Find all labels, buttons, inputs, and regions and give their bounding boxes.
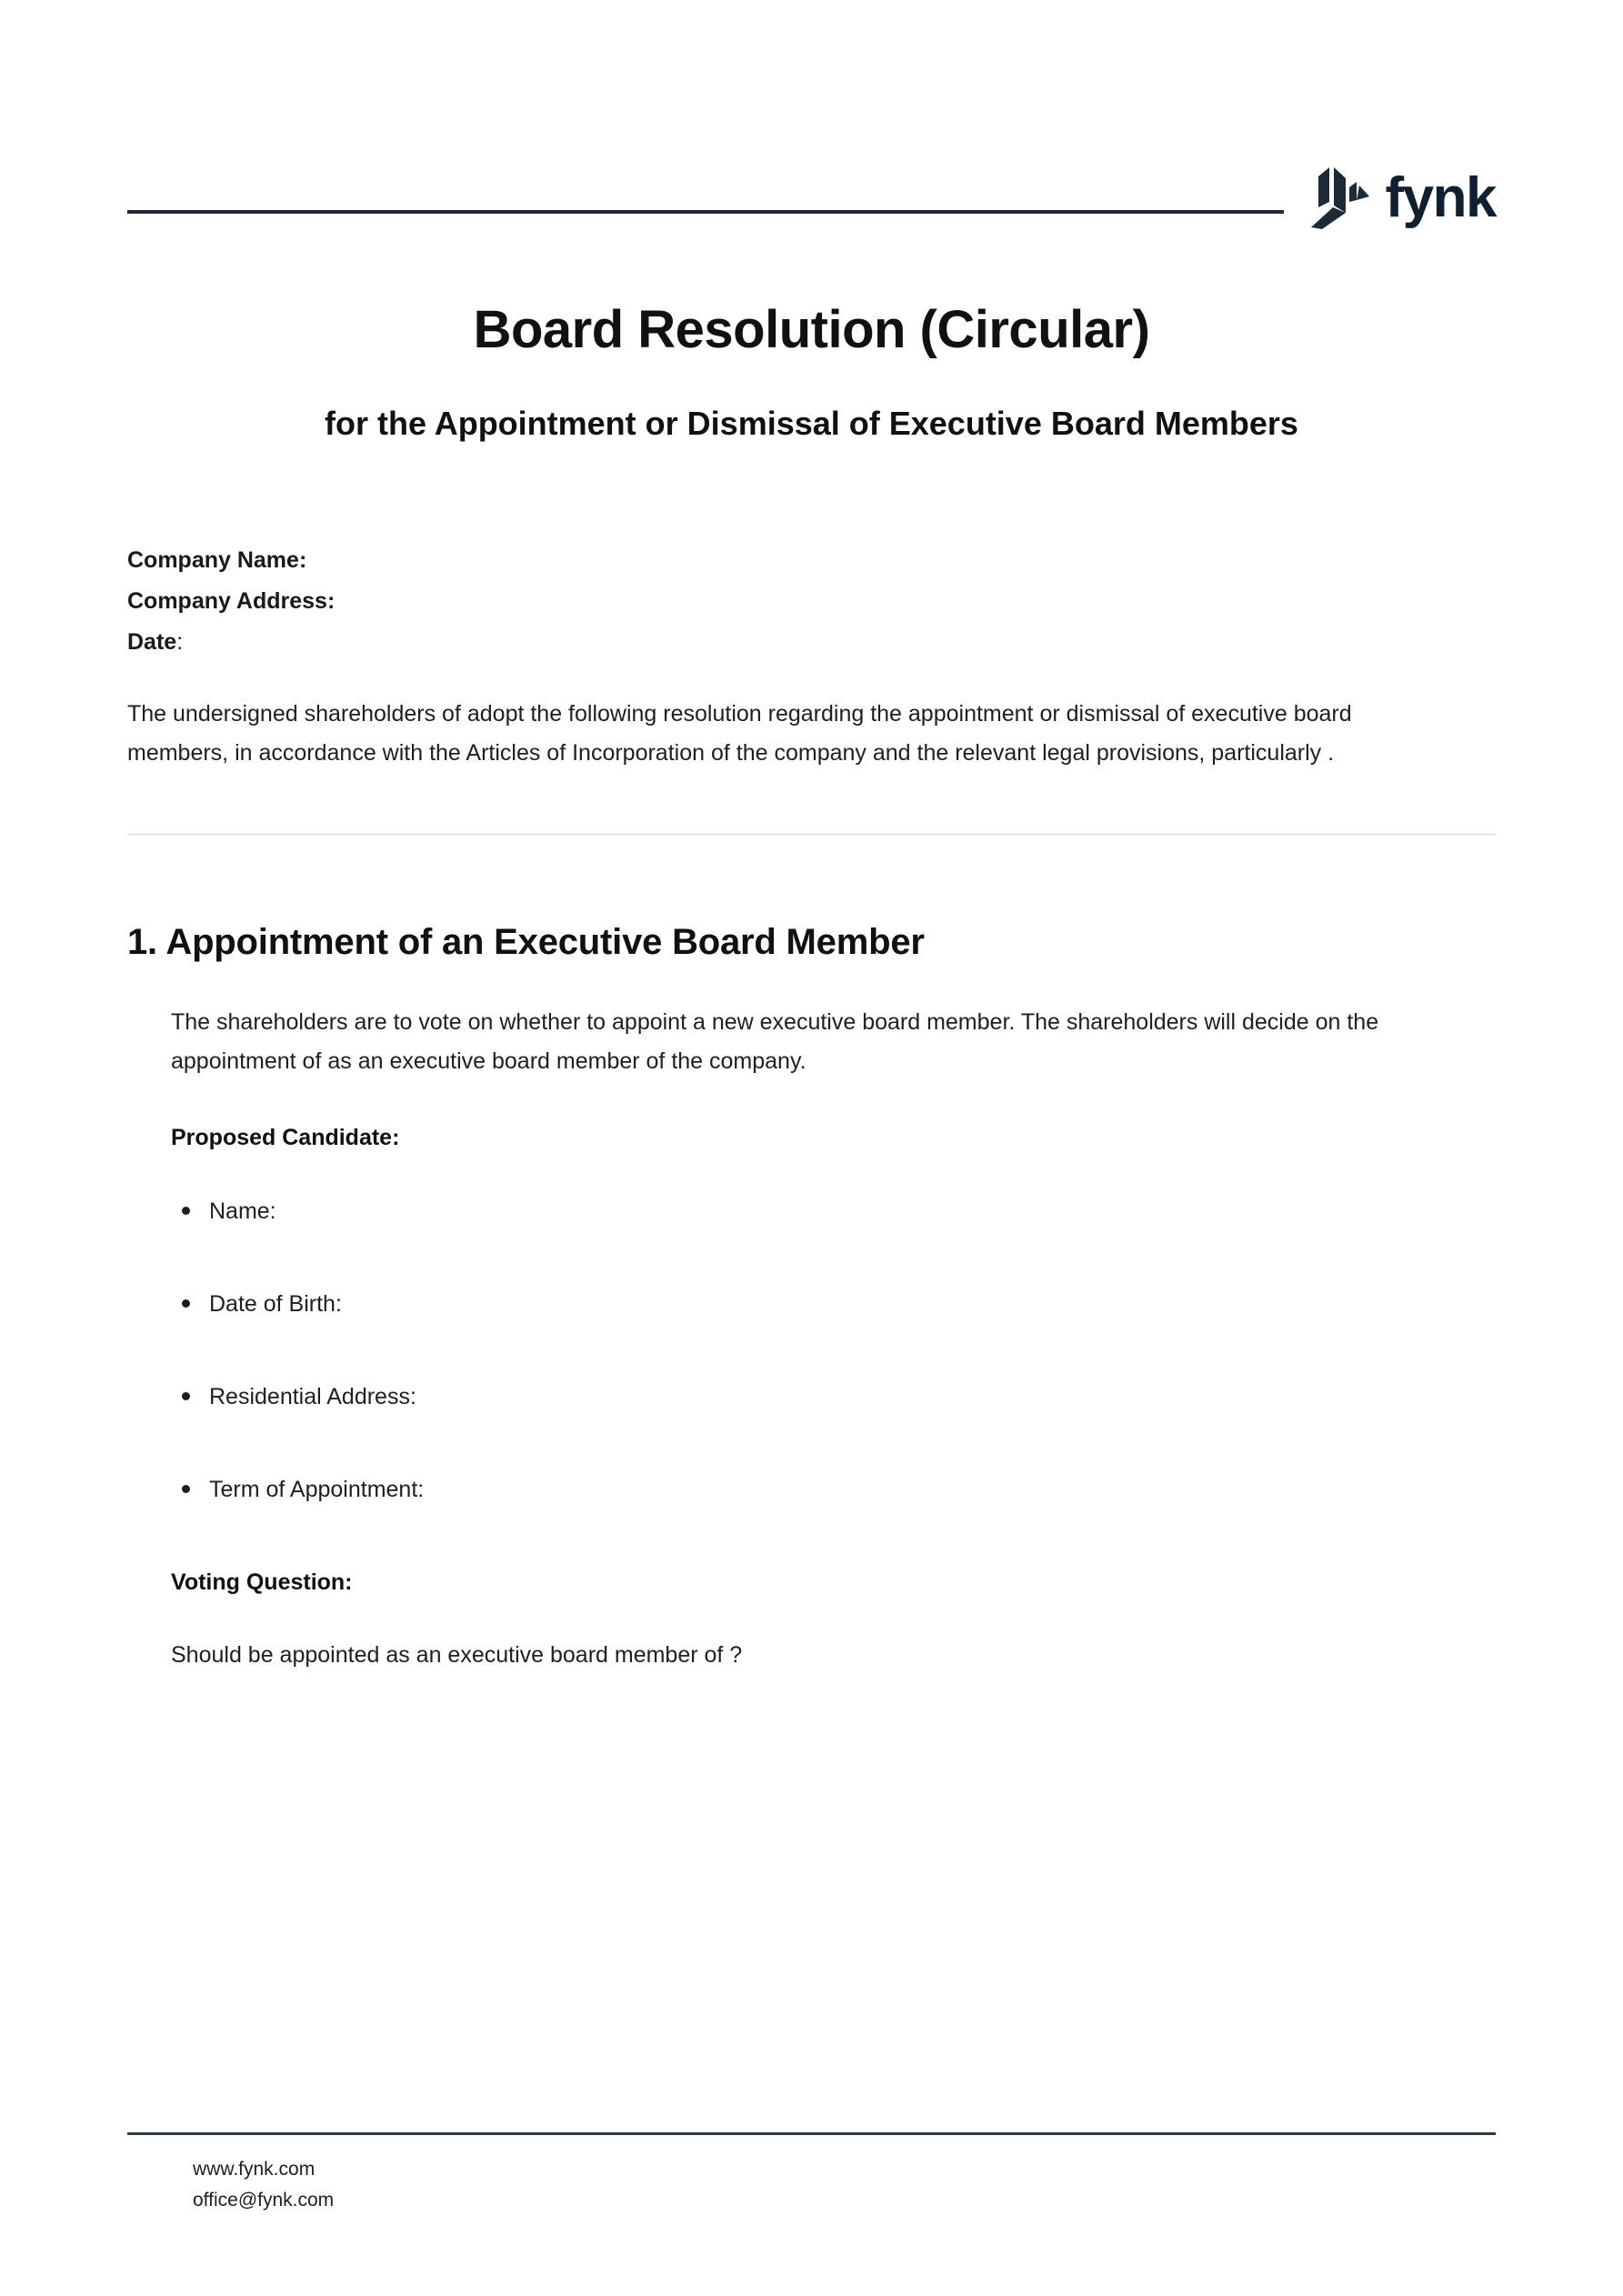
candidate-fields-list: [171, 1193, 1496, 1508]
proposed-candidate-label: Proposed Candidate:: [171, 1124, 400, 1150]
header-divider-rule: [127, 210, 1284, 214]
document-subtitle: for the Appointment or Dismissal of Executive Board Members: [325, 404, 1298, 442]
footer-email[interactable]: office@fynk.com: [193, 2189, 335, 2211]
section-one-paragraph: The shareholders are to vote on whether to appoint a new executive board member. The shareholders will decide on the appointment of as an executive board member of the company.: [171, 1008, 1379, 1074]
company-name-label: Company Name:: [127, 547, 307, 574]
company-address-line: [127, 584, 1496, 619]
section-one-heading: 1. Appointment of an Executive Board Member: [127, 921, 925, 962]
list-item: [171, 1286, 1496, 1322]
bullet-icon: [182, 1485, 190, 1493]
company-meta-block: [127, 543, 1496, 659]
voting-question-label: Voting Question:: [171, 1569, 353, 1595]
intro-paragraph: The undersigned shareholders of adopt the following resolution regarding the appointment or dismissal of executive board members, in accordance with the Articles of Incorporation of the company and the relevant legal provisions, particularly .: [127, 700, 1352, 766]
list-item: [171, 1193, 1496, 1229]
candidate-field-dob: Date of Birth:: [209, 1290, 342, 1317]
date-label: Date: [127, 628, 177, 655]
company-address-label: Company Address:: [127, 588, 336, 615]
footer-website[interactable]: www.fynk.com: [193, 2159, 316, 2180]
fynk-origami-bird-logo-icon: [1309, 165, 1371, 231]
brand-wordmark: fynk: [1385, 166, 1496, 229]
candidate-field-address: Residential Address:: [209, 1383, 416, 1409]
document-title: Board Resolution (Circular): [473, 300, 1150, 359]
voting-question-text: Should be appointed as an executive board member of ?: [171, 1641, 743, 1668]
bullet-icon: [182, 1392, 190, 1400]
bullet-icon: [182, 1207, 190, 1215]
section-divider: [127, 833, 1496, 836]
candidate-field-name: Name:: [209, 1198, 276, 1224]
candidate-field-term: Term of Appointment:: [209, 1476, 425, 1502]
list-item: [171, 1379, 1496, 1415]
page-header: [127, 145, 1496, 246]
date-line: [127, 625, 1496, 660]
section-one-body: [171, 1003, 1496, 1675]
page-footer: [127, 2132, 1496, 2216]
company-name-line: [127, 543, 1496, 578]
footer-divider-rule: [127, 2132, 1496, 2135]
brand-logo: [1309, 165, 1496, 231]
bullet-icon: [182, 1299, 190, 1308]
footer-contact-block: [193, 2155, 1496, 2214]
date-separator: :: [176, 628, 184, 655]
document-content: [127, 300, 1496, 1674]
list-item: [171, 1471, 1496, 1508]
